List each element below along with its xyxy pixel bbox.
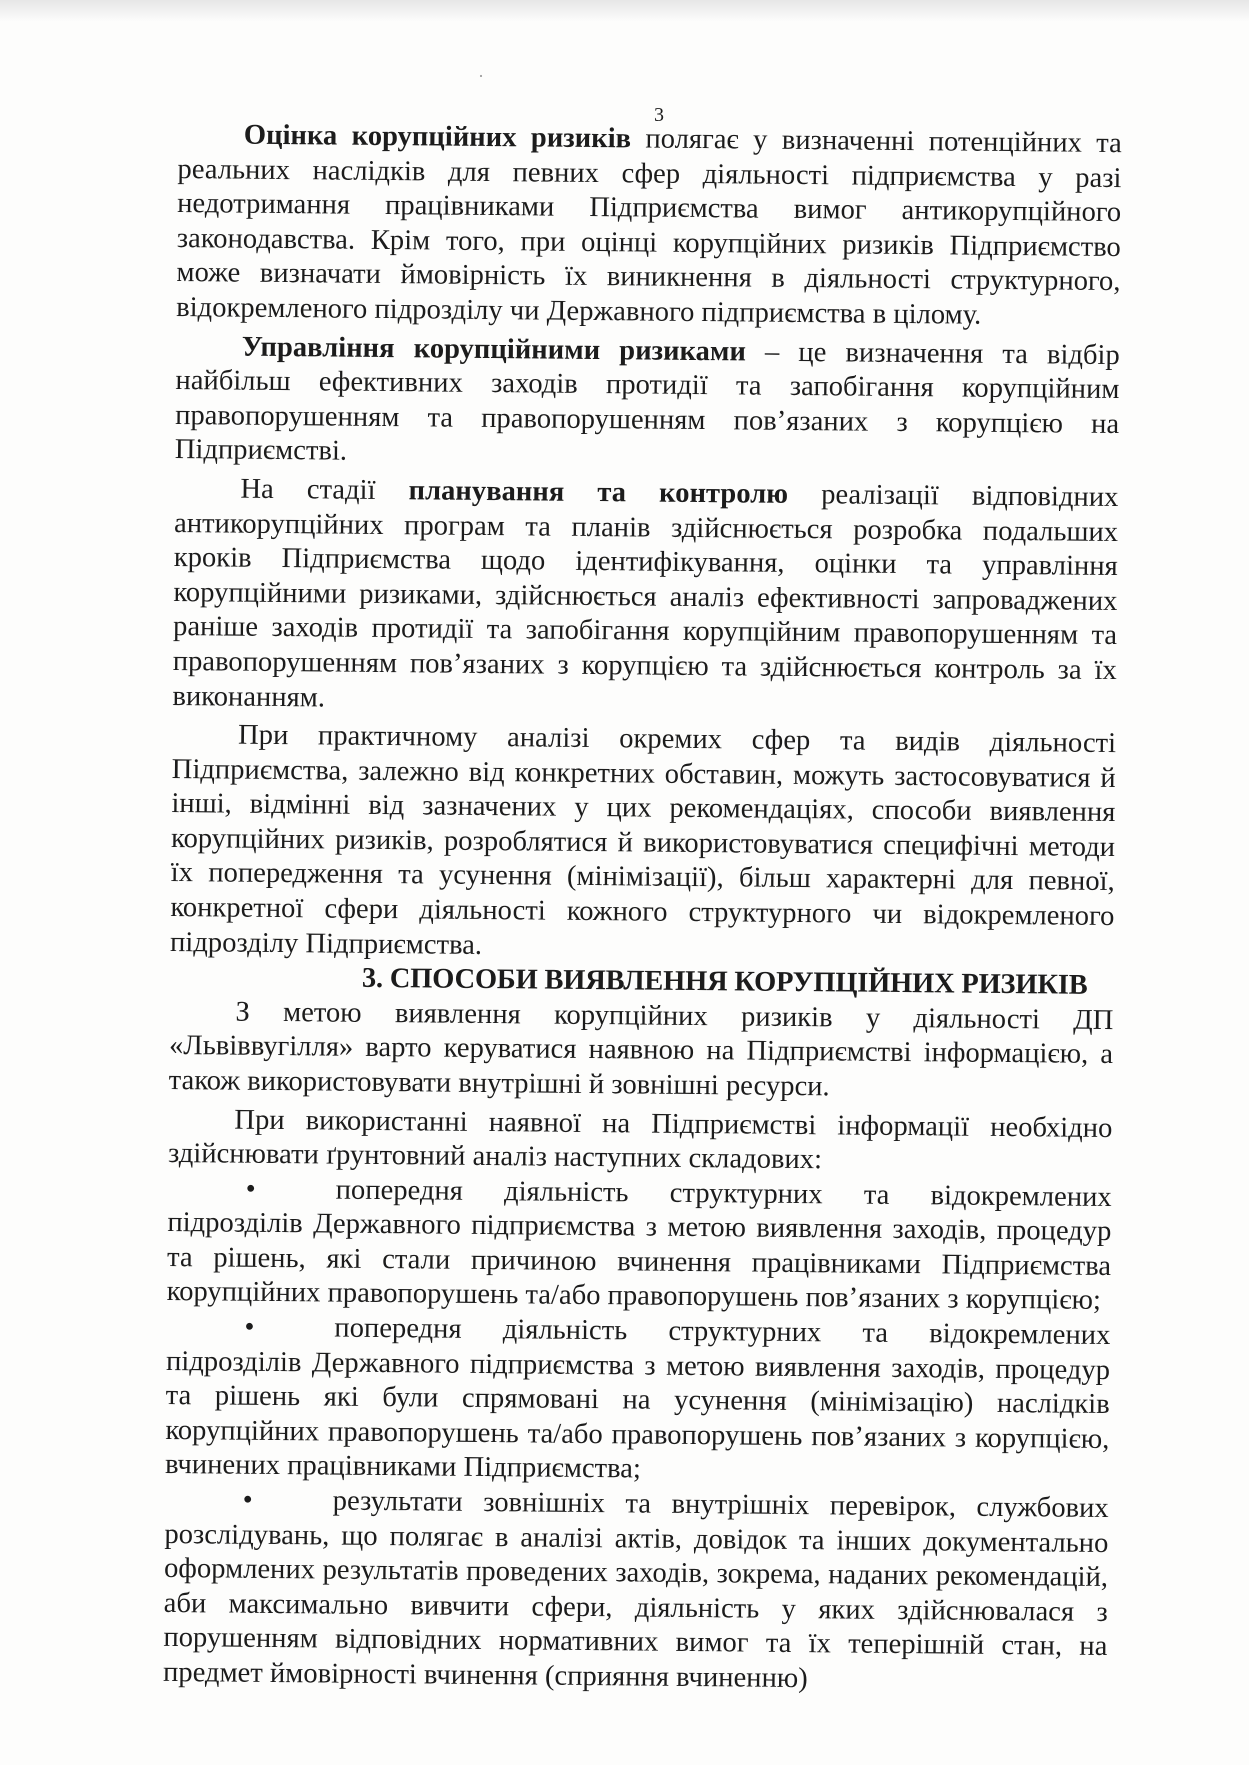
list-item-text: результати зовнішніх та внутрішніх перевірок, службових розслідувань, що полягає в аналізі актів, довідок та інших документально оформлених результатів проведених заходів, зокрема, наданих рекомендацій, аби максимально вивчити сфери, діяльність у яких здійснювалася з порушенням відповідних нормативних вимог та їх теперішній стан, на предмет ймовірності вчинення (сприяння вчиненню) <box>162 1485 1109 1695</box>
paragraph-planning-control <box>172 472 1118 723</box>
term-risk-assessment: Оцінка корупційних ризиків <box>243 119 632 155</box>
paragraph-analysis-components <box>168 1102 1113 1180</box>
paragraph-text: При практичному аналізі окремих сфер та видів діяльності Підприємства, залежно від конкретних обставин, можуть застосовуватися й інші, відмінні від зазначених у цих рекомендаціях, способи виявлення корупційних ризиків, розроблятися й використовуватися специфічні методи їх попередження та усунення (мінімізації), більш характерні для певної, конкретної сфери діяльності кожного структурного чи відокремленого підрозділу Підприємства. <box>169 719 1117 961</box>
list-item-text: попередня діяльність структурних та відокремлених підрозділів Державного підприємства з метою виявлення заходів, процедур та рішень, які стали причиною вчинення працівниками Підприємства корупційних правопорушень та/або правопорушень пов’язаних з корупцією; <box>166 1174 1112 1317</box>
paragraph-text: реалізації відповідних антикорупційних програм та планів здійснюється розробка подальших кроків Підприємства щодо ідентифікування, оцінки та управління корупційними ризиками, здійснюється аналіз ефективності запроваджених раніше заходів протидії та запобігання корупційним правопорушенням та правопорушенням пов’язаних з корупцією та здійснюється контроль за їх виконанням. <box>172 478 1119 713</box>
document-body <box>163 118 1122 1700</box>
page-number: 3 <box>654 104 664 126</box>
paragraph-text: полягає у визначенні потенційних та реальних наслідків для певних сфер діяльності підприємства у разі недотримання працівниками Підприємства вимог антикорупційного законодавства. Крім того, при оцінці корупційних ризиків Підприємство може визначати ймовірність їх виникнення в діяльності структурного, відокремленого підрозділу чи Державного підприємства в цілому. <box>176 123 1122 331</box>
bullet-list <box>163 1172 1112 1700</box>
scan-speck: · <box>478 66 484 86</box>
paragraph-risk-assessment <box>176 118 1122 335</box>
list-item <box>165 1310 1111 1492</box>
paragraph-risk-management <box>175 330 1120 477</box>
bullet-icon: • <box>244 1311 255 1343</box>
paragraph-text: На стадії <box>240 473 409 507</box>
paragraph-detection-purpose <box>169 995 1114 1108</box>
paragraph-text: – це визначення та відбір найбільш ефективних заходів протидії та запобігання корупційним правопорушенням та правопорушенням пов’язаних з корупцією на Підприємстві. <box>174 336 1120 467</box>
paragraph-text: З метою виявлення корупційних ризиків у діяльності ДП «Львіввугілля» варто керуватися наявною на Підприємстві інформацією, а також використовувати внутрішні й зовнішні ресурси. <box>168 996 1114 1103</box>
term-risk-management: Управління корупційними ризиками <box>241 331 747 368</box>
bullet-icon: • <box>242 1484 253 1516</box>
list-item <box>163 1483 1109 1700</box>
bullet-icon: • <box>245 1173 256 1205</box>
paragraph-practical-analysis <box>170 718 1116 969</box>
list-item-text: попередня діяльність структурних та відокремлених підрозділів Державного підприємства з метою виявлення заходів, процедур та рішень які були спрямовані на усунення (мінімізацію) наслідків корупційних правопорушень та/або правопорушень пов’язаних з корупцією, вчинених працівниками Підприємства; <box>164 1312 1111 1485</box>
paragraph-text: При використанні наявної на Підприємстві інформації необхідно здійснювати ґрунтовний аналіз наступних складових: <box>167 1104 1113 1176</box>
term-planning-control: планування та контролю <box>408 475 789 510</box>
scan-edge-shadow <box>0 0 1249 22</box>
section-heading: 3. СПОСОБИ ВИЯВЛЕННЯ КОРУПЦІЙНИХ РИЗИКІВ <box>361 963 1088 1002</box>
list-item <box>167 1172 1112 1319</box>
